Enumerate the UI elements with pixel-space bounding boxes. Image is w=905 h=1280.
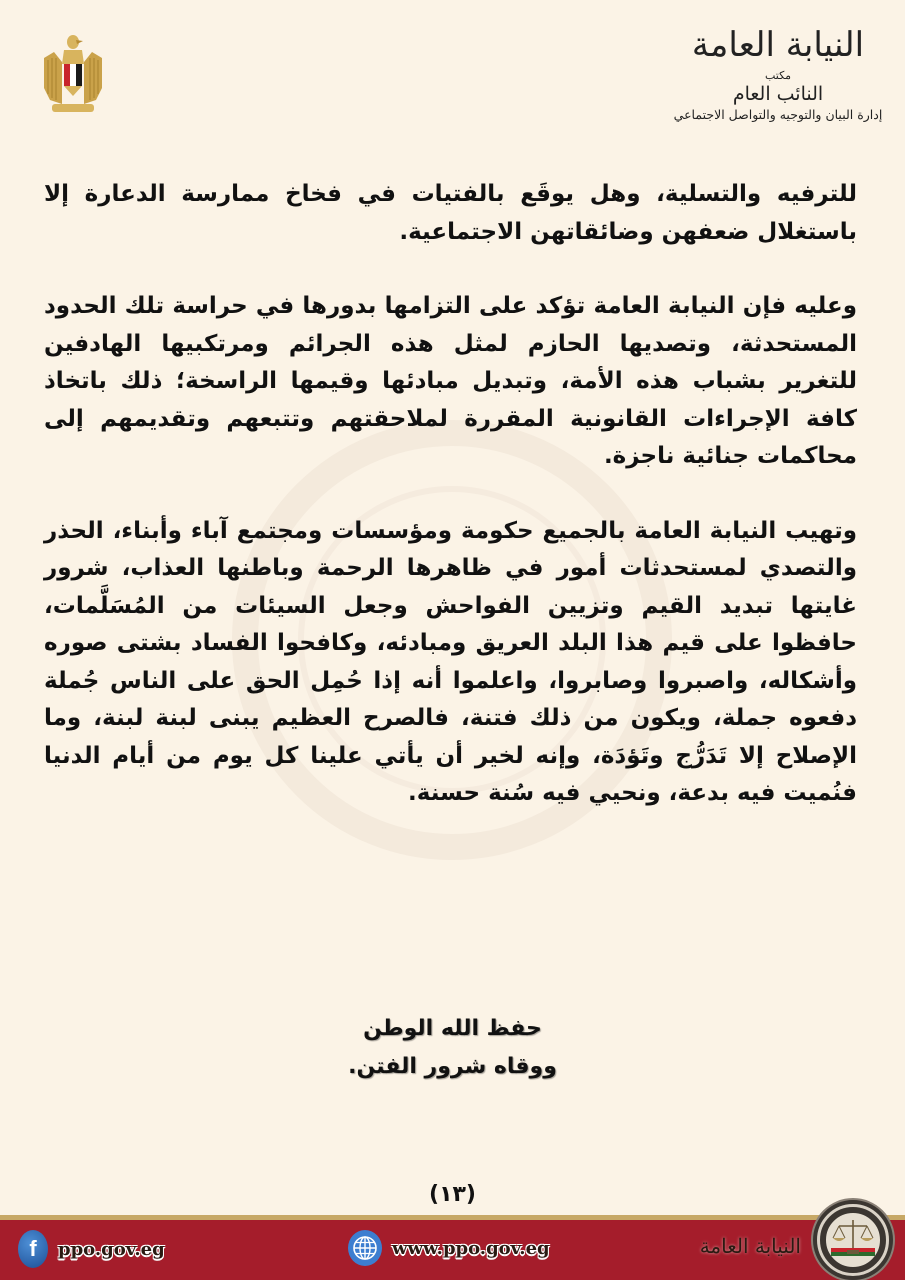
letterhead (663, 24, 893, 124)
globe-icon (348, 1230, 382, 1266)
footer-bar (0, 1220, 905, 1280)
closing-line-1: حفظ الله الوطن (363, 1016, 542, 1041)
facebook-link[interactable] (18, 1230, 165, 1268)
website-link-text: www.ppo.gov.eg (392, 1237, 550, 1259)
closing-line-2: ووقاه شرور الفتن. (348, 1054, 557, 1079)
page-number: (١٣) (429, 1182, 476, 1207)
letter-body (44, 176, 857, 850)
scales-of-justice-seal-icon (813, 1200, 893, 1280)
facebook-icon: f (18, 1230, 48, 1268)
footer-brand-name: النيابة العامة (699, 1234, 801, 1258)
office-name: النائب العام (732, 83, 824, 105)
paragraph-1: للترفيه والتسلية، وهل يوقَع بالفتيات في فخاخ ممارسة الدعارة إلا باستغلال ضعفهن وضائقاتهن الاجتماعية. (44, 181, 857, 245)
closing-statement (0, 1010, 905, 1086)
paragraph-2: وعليه فإن النيابة العامة تؤكد على التزامها بدورها في حراسة تلك الحدود المستحدثة، وتصديها الحازم لمثل هذه الجرائم ومرتكبيها الهادفين للتغرير بشباب هذه الأمة، وتبديل مبادئها وقيمها الراسخة؛ ذلك باتخاذ كافة الإجراءات القانونية المقررة لملاحقتهم وتتبعهم وتقديمهم إلى محاكمات جنائية ناجزة. (44, 293, 857, 469)
website-link[interactable] (348, 1230, 550, 1266)
org-title: النيابة العامة (691, 25, 865, 65)
paragraph-3: وتهيب النيابة العامة بالجميع حكومة ومؤسسات ومجتمع آباء وأبناء، الحذر والتصدي لمستحدثات أمور في ظاهرها الرحمة وباطنها العذاب، شرور غايتها تبديد القيم وتزيين الفواحش وجعل السيئات من المُسَلَّمات، حافظوا على قيم هذا البلد العريق ومبادئه، وكافحوا الفساد بشتى صوره وأشكاله، واصبروا وصابروا، واعلموا أنه إذا حُمِل الحق على الناس جُملة دفعوه جملة، ويكون من ذلك فتنة، فالصرح العظيم يبنى لبنة لبنة، وما الإصلاح إلا تَدَرُّج وتَؤدَة، وإنه لخير أن يأتي علينا كل يوم من أيام الدنيا فنُميت فيه بدعة، ونحيي فيه سُنة حسنة. (44, 517, 857, 806)
department-name: إدارة البيان والتوجيه والتواصل الاجتماعي (673, 107, 883, 122)
facebook-link-text: ppo.gov.eg (58, 1238, 165, 1260)
egypt-eagle-emblem-icon (40, 28, 106, 118)
office-label: مكتب (764, 69, 792, 82)
